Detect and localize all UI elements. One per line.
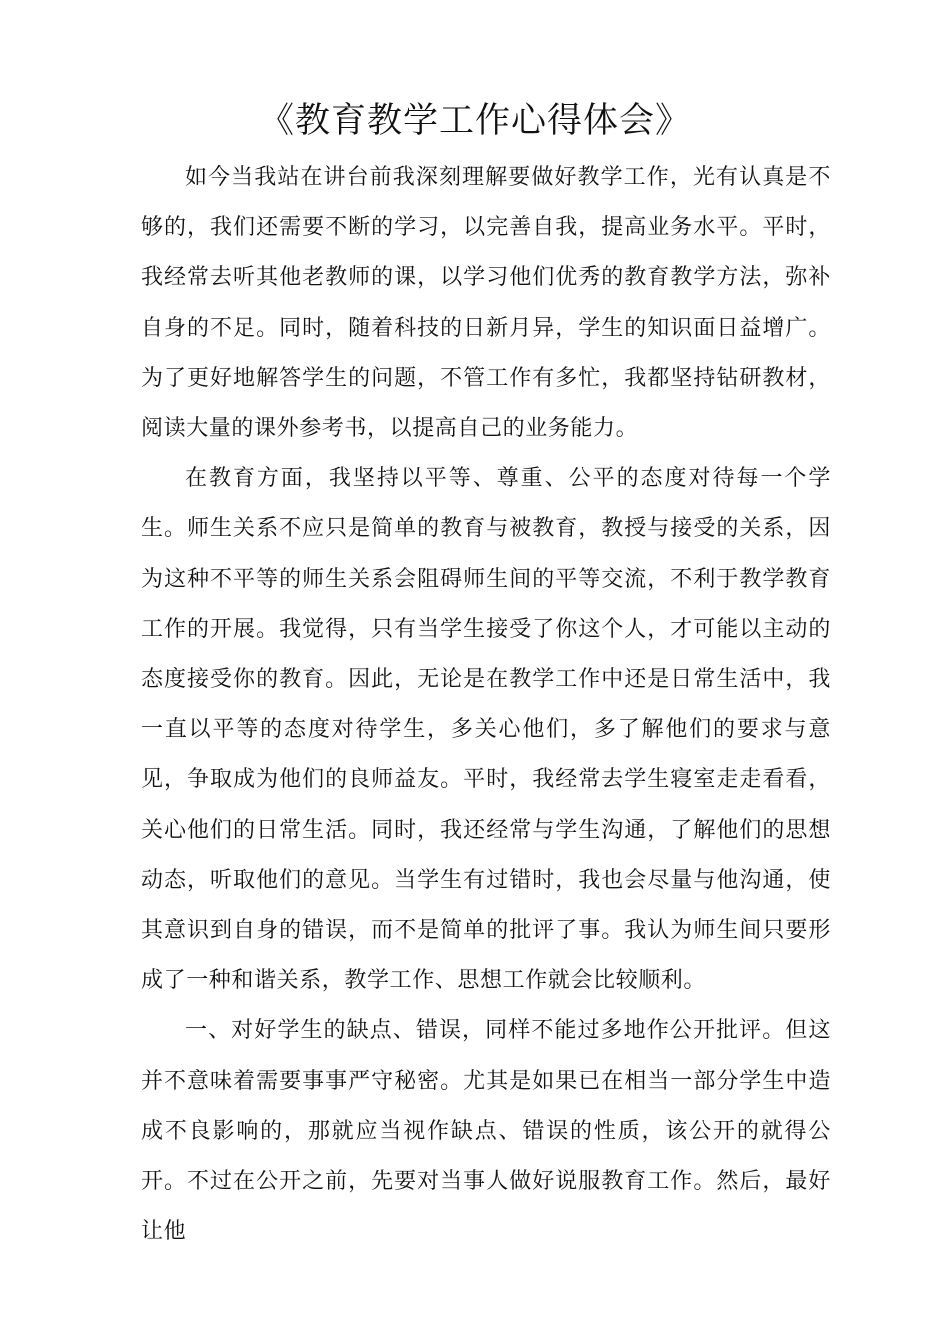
document-body xyxy=(141,153,831,1257)
paragraph-1: 如今当我站在讲台前我深刻理解要做好教学工作，光有认真是不够的，我们还需要不断的学习，以完善自我，提高业务水平。平时，我经常去听其他老教师的课，以学习他们优秀的教育教学方法，弥补自身的不足。同时，随着科技的日新月异，学生的知识面日益增广。为了更好地解答学生的问题，不管工作有多忙，我都坚持钻研教材，阅读大量的课外参考书，以提高自己的业务能力。 xyxy=(141,165,831,442)
paragraph-3: 一、对好学生的缺点、错误，同样不能过多地作公开批评。但这并不意味着需要事事严守秘密。尤其是如果已在相当一部分学生中造成不良影响的，那就应当视作缺点、错误的性质，该公开的就得公开。不过在公开之前，先要对当事人做好说服教育工作。然后，最好让他 xyxy=(141,1018,831,1245)
paragraph-2: 在教育方面，我坚持以平等、尊重、公平的态度对待每一个学生。师生关系不应只是简单的教育与被教育，教授与接受的关系，因为这种不平等的师生关系会阻碍师生间的平等交流，不利于教学教育工作的开展。我觉得，只有当学生接受了你这个人，才可能以主动的态度接受你的教育。因此，无论是在教学工作中还是日常生活中，我一直以平等的态度对待学生，多关心他们，多了解他们的要求与意见，争取成为他们的良师益友。平时，我经常去学生寝室走走看看，关心他们的日常生活。同时，我还经常与学生沟通，了解他们的思想动态，听取他们的意见。当学生有过错时，我也会尽量与他沟通，使其意识到自身的错误，而不是简单的批评了事。我认为师生间只要形成了一种和谐关系，教学工作、思想工作就会比较顺利。 xyxy=(141,466,831,994)
document-title: 《教育教学工作心得体会》 xyxy=(258,101,691,141)
